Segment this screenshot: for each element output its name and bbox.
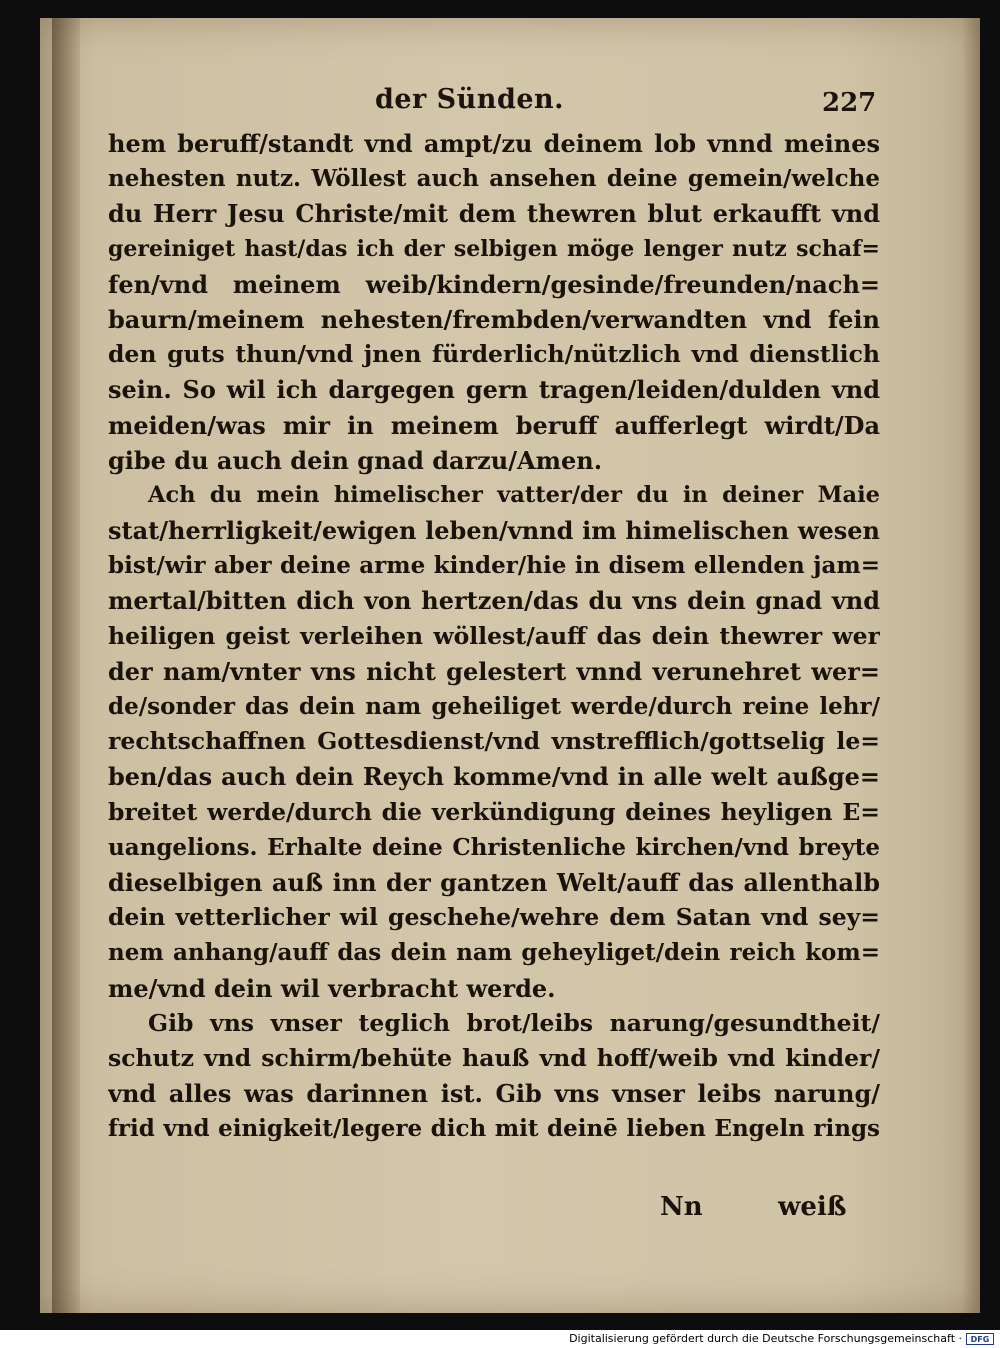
text-line: de/sonder das dein nam geheiliget werde/durch reine lehr/: [108, 693, 880, 720]
running-head: der Sünden.: [375, 84, 565, 115]
footer-bar: [0, 1330, 1000, 1348]
funding-credit: Digitalisierung gefördert durch die Deutsche Forschungsgemeinschaft ·: [569, 1332, 962, 1345]
page-binding-shadow: [52, 18, 80, 1313]
paragraph-first-line: Gib vns vnser teglich brot/leibs narung/gesundtheit/: [148, 1008, 880, 1037]
text-line: gereiniget hast/das ich der selbigen möge lenger nutz schaf=: [108, 235, 880, 262]
text-line: fen/vnd meinem weib/kindern/gesinde/freunden/nach=: [108, 269, 880, 299]
text-line: der nam/vnter vns nicht gelestert vnnd verunehret wer=: [108, 656, 880, 686]
text-line: breitet werde/durch die verkündigung deines heyligen E=: [108, 797, 880, 826]
text-line: mertal/bitten dich von hertzen/das du vns dein gnad vnd: [108, 586, 880, 616]
text-line: dein vetterlicher wil geschehe/wehre dem Satan vnd sey=: [108, 903, 880, 932]
dfg-logo-icon: DFG: [966, 1333, 994, 1345]
text-line: du Herr Jesu Christe/mit dem thewren blut erkaufft vnd: [108, 199, 880, 229]
signature-mark: Nn: [660, 1192, 703, 1222]
page-number: 227: [822, 88, 877, 118]
text-line: baurn/meinem nehesten/frembden/verwandten vnd fein: [108, 304, 880, 334]
text-line: nem anhang/auff das dein nam geheyliget/dein reich kom=: [108, 939, 880, 967]
text-line: vnd alles was darinnen ist. Gib vns vnser leibs narung/: [108, 1079, 880, 1109]
catchword: weiß: [778, 1192, 847, 1222]
text-line: sein. So wil ich dargegen gern tragen/leiden/dulden vnd: [108, 375, 880, 405]
text-line: frid vnd einigkeit/legere dich mit deinē lieben Engeln rings: [108, 1115, 880, 1143]
text-line: stat/herrligkeit/ewigen leben/vnnd im himelischen wesen: [108, 516, 880, 546]
text-line: schutz vnd schirm/behüte hauß vnd hoff/weib vnd kinder/: [108, 1043, 880, 1072]
text-line: dieselbigen auß inn der gantzen Welt/auff das allenthalb: [108, 867, 880, 897]
text-line: den guts thun/vnd jnen fürderlich/nützlich vnd dienstlich: [108, 340, 880, 369]
text-line: ben/das auch dein Reych komme/vnd in alle welt außge=: [108, 762, 880, 792]
body-text: [108, 126, 880, 1146]
text-line: rechtschaffnen Gottesdienst/vnd vnstrefflich/gottselig le=: [108, 727, 880, 756]
text-line: hem beruff/standt vnd ampt/zu deinem lob vnnd meines: [108, 129, 880, 158]
text-line: uangelions. Erhalte deine Christenliche kirchen/vnd breyte: [108, 833, 880, 861]
text-line: me/vnd dein wil verbracht werde.: [108, 973, 556, 1003]
text-line: heiligen geist verleihen wöllest/auff das dein thewrer wer: [108, 621, 880, 650]
text-line: meiden/was mir in meinem beruff aufferlegt wirdt/Da: [108, 410, 880, 440]
page-edge-shadow: [962, 18, 980, 1313]
text-line: gibe du auch dein gnad darzu/Amen.: [108, 445, 603, 475]
text-line: bist/wir aber deine arme kinder/hie in disem ellenden jam=: [108, 552, 880, 580]
text-line: nehesten nutz. Wöllest auch ansehen deine gemein/welche: [108, 165, 880, 193]
paragraph-first-line: Ach du mein himelischer vatter/der du in deiner Maie: [148, 481, 880, 508]
